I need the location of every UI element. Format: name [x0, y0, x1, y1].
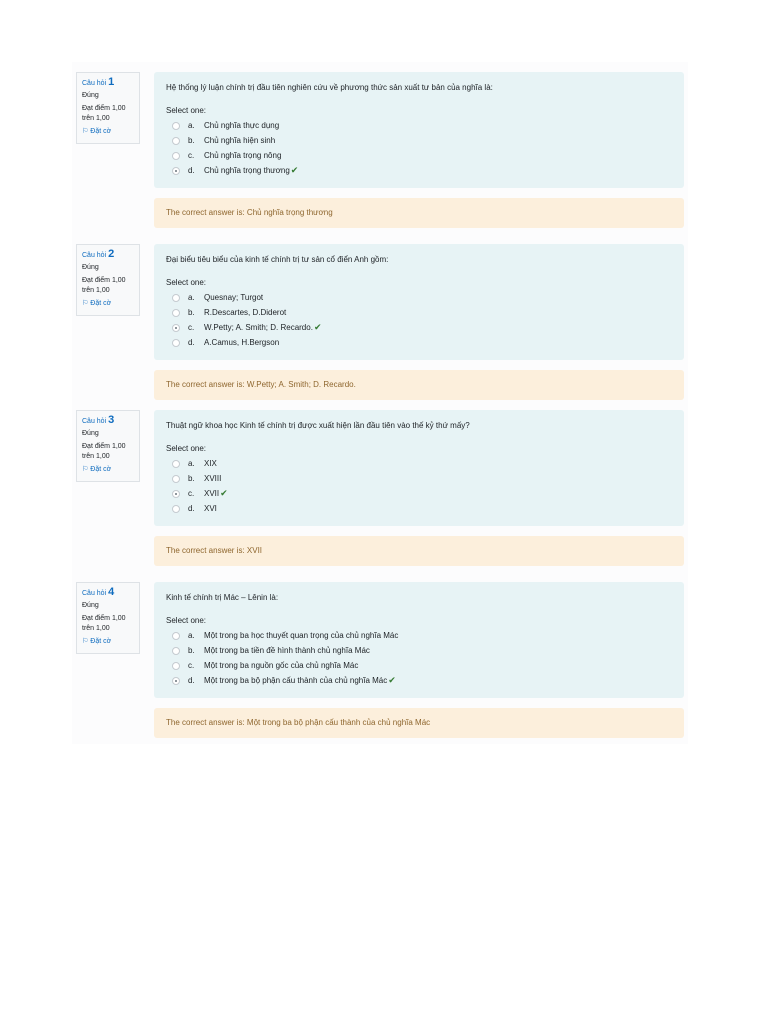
question-info-panel	[76, 410, 140, 482]
flag-label: Đặt cờ	[90, 300, 112, 307]
answer-letter: b.	[188, 136, 195, 145]
question-state: Đúng	[82, 602, 99, 609]
radio-button[interactable]	[172, 505, 180, 513]
check-icon: ✔	[313, 322, 322, 332]
select-one-prompt: Select one:	[166, 444, 207, 453]
answer-option-selected[interactable]	[166, 486, 672, 501]
answer-text: W.Petty; A. Smith; D. Recardo.	[204, 323, 313, 332]
flag-label: Đặt cờ	[90, 638, 112, 645]
radio-button-checked[interactable]	[172, 677, 180, 685]
answer-letter: b.	[188, 646, 195, 655]
answer-letter: c.	[188, 489, 195, 498]
question-text: Hệ thống lý luận chính trị đầu tiên nghiên cứu về phương thức sản xuất tư bản của nghĩa là:	[166, 83, 493, 92]
question-text: Đại biểu tiêu biểu của kinh tế chính trị tư sản cổ điển Anh gồm:	[166, 255, 389, 264]
answer-text: Một trong ba học thuyết quan trọng của chủ nghĩa Mác	[204, 631, 399, 640]
question-text: Thuật ngữ khoa học Kinh tế chính trị được xuất hiện lần đầu tiên vào thế kỷ thứ mấy?	[166, 421, 470, 430]
answer-option[interactable]	[166, 501, 672, 516]
answer-letter: a.	[188, 121, 195, 130]
question-formulation	[154, 72, 684, 188]
question-number: 2	[108, 248, 115, 260]
select-one-prompt: Select one:	[166, 278, 207, 287]
select-one-prompt: Select one:	[166, 616, 207, 625]
answer-option-selected[interactable]	[166, 673, 672, 688]
answer-option[interactable]	[166, 628, 672, 643]
answer-text: XVIII	[204, 474, 222, 483]
flag-question-link[interactable]	[82, 637, 134, 647]
answer-option[interactable]	[166, 118, 672, 133]
answer-letter: a.	[188, 631, 195, 640]
radio-button[interactable]	[172, 309, 180, 317]
answer-text: Chủ nghĩa thực dụng	[204, 121, 280, 130]
answer-text: Quesnay; Turgot	[204, 293, 264, 302]
question-grade: Đạt điểm 1,00 trên 1,00	[82, 277, 126, 294]
answer-letter: d.	[188, 338, 195, 347]
question-info-panel	[76, 72, 140, 144]
answer-option[interactable]	[166, 471, 672, 486]
question-text: Kinh tế chính trị Mác – Lênin là:	[166, 593, 279, 602]
answer-letter: d.	[188, 504, 195, 513]
radio-button[interactable]	[172, 339, 180, 347]
question-grade: Đạt điểm 1,00 trên 1,00	[82, 105, 126, 122]
question-number: 4	[108, 586, 115, 598]
radio-button[interactable]	[172, 137, 180, 145]
answer-option[interactable]	[166, 133, 672, 148]
question-grade: Đạt điểm 1,00 trên 1,00	[82, 615, 126, 632]
answer-letter: d.	[188, 166, 195, 175]
answer-text: Chủ nghĩa hiện sinh	[204, 136, 276, 145]
question-state: Đúng	[82, 264, 99, 271]
correct-answer-feedback: The correct answer is: Một trong ba bộ phận cấu thành của chủ nghĩa Mác	[154, 708, 684, 738]
flag-label: Đặt cờ	[90, 128, 112, 135]
answer-letter: b.	[188, 308, 195, 317]
radio-button[interactable]	[172, 647, 180, 655]
answer-text: A.Camus, H.Bergson	[204, 338, 280, 347]
answer-option[interactable]	[166, 456, 672, 471]
question-info-panel	[76, 582, 140, 654]
answer-letter: d.	[188, 676, 195, 685]
correct-answer-feedback: The correct answer is: W.Petty; A. Smith; D. Recardo.	[154, 370, 684, 400]
flag-label: Đặt cờ	[90, 466, 112, 473]
question-grade: Đạt điểm 1,00 trên 1,00	[82, 443, 126, 460]
correct-answer-feedback: The correct answer is: XVII	[154, 536, 684, 566]
answer-option[interactable]	[166, 290, 672, 305]
answer-letter: c.	[188, 151, 195, 160]
flag-icon: ⚐	[82, 300, 89, 307]
answer-text: XVII	[204, 489, 220, 498]
question-formulation	[154, 582, 684, 698]
check-icon: ✔	[388, 675, 396, 685]
answer-text: Một trong ba nguồn gốc của chủ nghĩa Mác	[204, 661, 359, 670]
answer-text: XVI	[204, 504, 217, 513]
radio-button[interactable]	[172, 152, 180, 160]
question-state: Đúng	[82, 430, 99, 437]
radio-button[interactable]	[172, 294, 180, 302]
answer-letter: a.	[188, 293, 195, 302]
radio-button[interactable]	[172, 632, 180, 640]
answer-option-selected[interactable]	[166, 320, 672, 335]
answer-text: R.Descartes, D.Diderot	[204, 308, 287, 317]
answer-letter: c.	[188, 323, 195, 332]
radio-button-checked[interactable]	[172, 167, 180, 175]
radio-button[interactable]	[172, 662, 180, 670]
check-icon: ✔	[290, 165, 299, 175]
question-formulation	[154, 410, 684, 526]
answer-text: Một trong ba bộ phận cấu thành của chủ nghĩa Mác	[204, 676, 388, 685]
answer-option[interactable]	[166, 335, 672, 350]
answer-option[interactable]	[166, 643, 672, 658]
select-one-prompt: Select one:	[166, 106, 207, 115]
question-number: 3	[108, 414, 115, 426]
question-label: Câu hỏi	[82, 252, 107, 259]
check-icon: ✔	[220, 488, 228, 498]
answer-text: Chủ nghĩa trọng nông	[204, 151, 282, 160]
radio-button-checked[interactable]	[172, 490, 180, 498]
question-number: 1	[108, 76, 115, 88]
answer-option[interactable]	[166, 658, 672, 673]
flag-icon: ⚐	[82, 466, 89, 473]
flag-question-link[interactable]	[82, 465, 134, 475]
answer-option[interactable]	[166, 305, 672, 320]
question-label: Câu hỏi	[82, 418, 107, 425]
question-label: Câu hỏi	[82, 80, 107, 87]
answer-text: Một trong ba tiền đề hình thành chủ nghĩa Mác	[204, 646, 370, 655]
answer-letter: b.	[188, 474, 195, 483]
flag-icon: ⚐	[82, 638, 89, 645]
radio-button[interactable]	[172, 460, 180, 468]
flag-question-link[interactable]	[82, 299, 134, 309]
radio-button[interactable]	[172, 122, 180, 130]
flag-icon: ⚐	[82, 128, 89, 135]
correct-answer-feedback: The correct answer is: Chủ nghĩa trọng thương	[154, 198, 684, 228]
answer-letter: c.	[188, 661, 195, 670]
question-formulation	[154, 244, 684, 360]
flag-question-link[interactable]	[82, 127, 134, 137]
radio-button-checked[interactable]	[172, 324, 180, 332]
answer-text: Chủ nghĩa trọng thương	[204, 166, 290, 175]
answer-text: XIX	[204, 459, 217, 468]
question-info-panel	[76, 244, 140, 316]
answer-option-selected[interactable]	[166, 163, 672, 178]
question-state: Đúng	[82, 92, 99, 99]
question-label: Câu hỏi	[82, 590, 107, 597]
radio-button[interactable]	[172, 475, 180, 483]
answer-letter: a.	[188, 459, 195, 468]
answer-option[interactable]	[166, 148, 672, 163]
